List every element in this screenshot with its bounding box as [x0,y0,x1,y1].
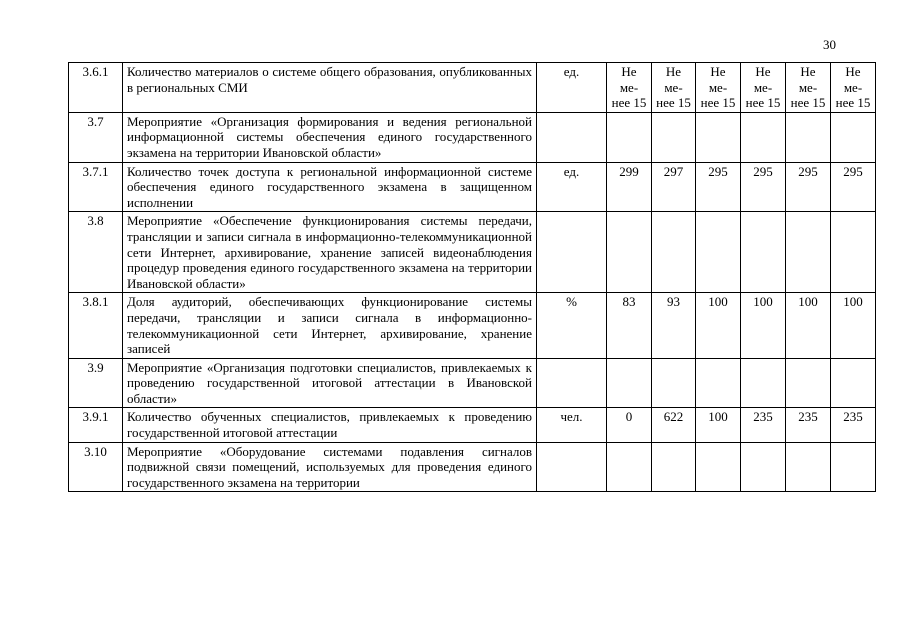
row-value-2018: 100 [696,293,741,358]
page-number: 30 [823,37,836,52]
row-value-2018 [696,112,741,162]
row-value-2019 [741,212,786,293]
row-value-2019: Не ме-нее 15 [741,63,786,113]
row-value-2020 [786,358,831,408]
row-description: Количество материалов о системе общего образования, опубликованных в региональных СМИ [123,63,537,113]
row-value-2019 [741,442,786,492]
row-value-2017 [652,212,696,293]
row-value-2016: Не ме-нее 15 [607,63,652,113]
row-value-2017: 93 [652,293,696,358]
row-unit: чел. [537,408,607,442]
row-number: 3.7.1 [69,162,123,212]
row-number: 3.9.1 [69,408,123,442]
row-value-2018 [696,358,741,408]
row-description: Доля аудиторий, обеспечивающих функционирование системы передачи, трансляции и записи сигнала в информационно-телекоммуникационной сети Интернет, архивирование, хранение записей [123,293,537,358]
row-value-2017 [652,358,696,408]
row-value-2021: 295 [831,162,876,212]
row-value-2016: 83 [607,293,652,358]
row-unit: ед. [537,63,607,113]
row-value-2019: 235 [741,408,786,442]
row-number: 3.9 [69,358,123,408]
row-value-2018: Не ме-нее 15 [696,63,741,113]
row-unit [537,358,607,408]
row-value-2017: 297 [652,162,696,212]
row-value-2019 [741,112,786,162]
table-body [69,63,876,492]
row-value-2021: 100 [831,293,876,358]
row-value-2017: Не ме-нее 15 [652,63,696,113]
row-value-2016 [607,442,652,492]
row-value-2019: 295 [741,162,786,212]
row-number: 3.6.1 [69,63,123,113]
row-unit [537,112,607,162]
row-value-2021 [831,112,876,162]
row-value-2016: 0 [607,408,652,442]
row-value-2020 [786,112,831,162]
row-value-2020: 100 [786,293,831,358]
row-value-2020: 295 [786,162,831,212]
row-value-2018: 100 [696,408,741,442]
row-number: 3.7 [69,112,123,162]
row-number: 3.10 [69,442,123,492]
row-value-2017 [652,442,696,492]
row-description: Мероприятие «Организация формирования и ведения региональной информационной системы обеспечения единого государственного экзамена на территории Ивановской области» [123,112,537,162]
table-row [69,358,876,408]
row-value-2016 [607,112,652,162]
row-description: Мероприятие «Оборудование системами подавления сигналов подвижной связи помещений, используемых для проведения единого государственного экзамена на территории [123,442,537,492]
row-description: Количество обученных специалистов, привлекаемых к проведению государственной итоговой аттестации [123,408,537,442]
table-row [69,293,876,358]
table-row [69,162,876,212]
row-value-2020 [786,212,831,293]
row-value-2017 [652,112,696,162]
row-description: Мероприятие «Организация подготовки специалистов, привлекаемых к проведению государственной итоговой аттестации в Ивановской области» [123,358,537,408]
row-value-2018 [696,212,741,293]
row-unit [537,212,607,293]
row-unit: ед. [537,162,607,212]
row-value-2020: Не ме-нее 15 [786,63,831,113]
row-value-2018 [696,442,741,492]
table-row [69,212,876,293]
row-description: Количество точек доступа к региональной информационной системе обеспечения единого государственного экзамена в защищенном исполнении [123,162,537,212]
indicators-table [68,62,876,492]
row-description: Мероприятие «Обеспечение функционирования системы передачи, трансляции и записи сигнала в информационно-телекоммуникационной сети Интернет, архивирование, хранение записей видеонаблюдения процедур проведения единого государственного экзамена на территории Ивановской области» [123,212,537,293]
row-value-2021: Не ме-нее 15 [831,63,876,113]
row-value-2017: 622 [652,408,696,442]
row-value-2019: 100 [741,293,786,358]
row-value-2021 [831,442,876,492]
row-number: 3.8.1 [69,293,123,358]
row-value-2020: 235 [786,408,831,442]
row-unit [537,442,607,492]
row-value-2016 [607,212,652,293]
table-row [69,63,876,113]
row-value-2019 [741,358,786,408]
row-value-2018: 295 [696,162,741,212]
table-row [69,442,876,492]
row-number: 3.8 [69,212,123,293]
row-value-2020 [786,442,831,492]
row-value-2016: 299 [607,162,652,212]
row-value-2021 [831,212,876,293]
table-row [69,408,876,442]
row-unit: % [537,293,607,358]
row-value-2021: 235 [831,408,876,442]
row-value-2016 [607,358,652,408]
row-value-2021 [831,358,876,408]
table-row [69,112,876,162]
